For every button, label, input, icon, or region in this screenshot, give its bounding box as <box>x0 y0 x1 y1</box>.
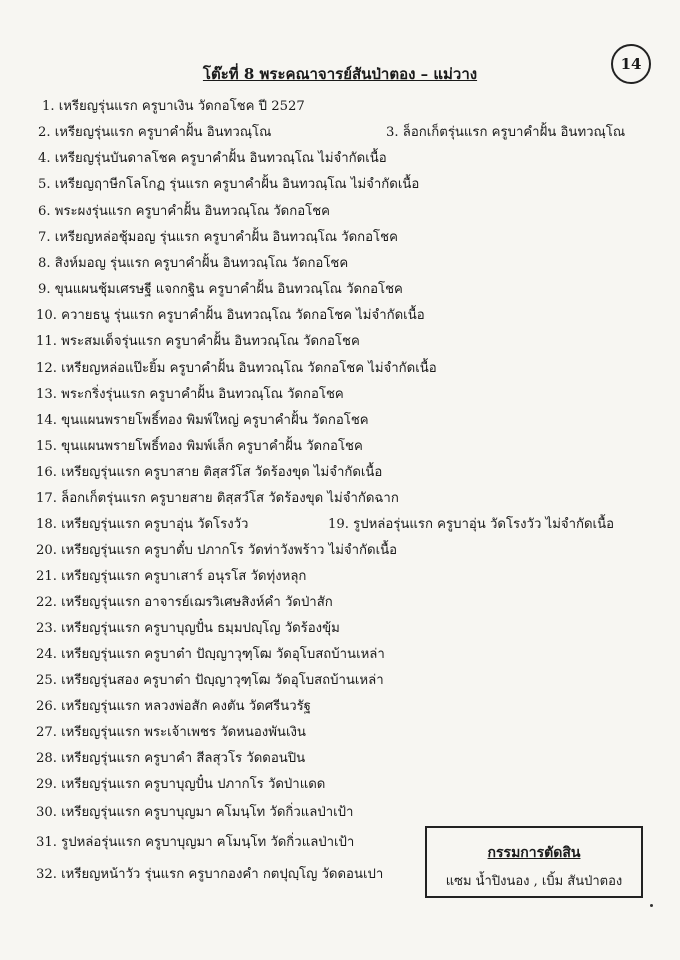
list-item: 27. เหรียญรุ่นแรก พระเจ้าเพชร วัดหนองพันเงิน <box>36 725 306 740</box>
list-item: 21. เหรียญรุ่นแรก ครูบาเสาร์ อนุรโส วัดทุ่งหลุก <box>36 569 307 584</box>
list-item: 20. เหรียญรุ่นแรก ครูบาตั๋บ ปภากโร วัดท่าวังพร้าว ไม่จำกัดเนื้อ <box>36 543 398 558</box>
list-item: 14. ขุนแผนพรายโพธิ์ทอง พิมพ์ใหญ่ ครูบาคำฝั้น วัดกอโชค <box>36 413 369 428</box>
list-item: 28. เหรียญรุ่นแรก ครูบาคำ สีลสุวโร วัดดอนปิน <box>36 751 306 766</box>
list-item: 7. เหรียญหล่อชุ้มอญ รุ่นแรก ครูบาคำฝั้น อินทวณฺโณ วัดกอโชค <box>38 230 398 245</box>
list-item: 11. พระสมเด็จรุ่นแรก ครูบาคำฝั้น อินทวณฺโณ วัดกอโชค <box>36 334 360 349</box>
list-item: 25. เหรียญรุ่นสอง ครูบาต๋า ปัญฺญาวุฑฺโฒ วัดอุโบสถบ้านเหล่า <box>36 673 384 688</box>
list-item: 22. เหรียญรุ่นแรก อาจารย์เฌรวิเศษสิงห์คำ วัดป่าสัก <box>36 595 333 610</box>
list-item: 1. เหรียญรุ่นแรก ครูบาเงิน วัดกอโชค ปี 2527 <box>42 99 305 114</box>
list-item: 29. เหรียญรุ่นแรก ครูบาบุญปั๋น ปภากโร วัดป่าแดด <box>36 777 326 792</box>
list-item: 12. เหรียญหล่อแป๊ะยิ้ม ครูบาคำฝั้น อินทวณฺโณ วัดกอโชค ไม่จำกัดเนื้อ <box>36 361 437 376</box>
page-title: โต๊ะที่ 8 พระคณาจารย์สันป่าตอง – แม่วาง <box>202 65 478 83</box>
page-mark <box>650 904 653 907</box>
list-item: 32. เหรียญหน้าวัว รุ่นแรก ครูบากองคำ กตปุญฺโญ วัดดอนเปา <box>36 867 384 882</box>
list-item: 30. เหรียญรุ่นแรก ครูบาบุญมา ฅโมนฺโท วัดกิ่วแลป่าเป้า <box>36 805 354 820</box>
judges-title: กรรมการตัดสิน <box>487 845 581 861</box>
list-item: 31. รูปหล่อรุ่นแรก ครูบาบุญมา ฅโมนฺโท วัดกิ่วแลป่าเป้า <box>36 835 355 850</box>
list-item: 8. สิงห์มอญ รุ่นแรก ครูบาคำฝั้น อินทวณฺโณ วัดกอโชค <box>38 256 349 271</box>
list-item: 18. เหรียญรุ่นแรก ครูบาอุ่น วัดโรงวัว <box>36 517 249 532</box>
list-item: 3. ล็อกเก็ตรุ่นแรก ครูบาคำฝั้น อินทวณฺโณ <box>386 125 626 140</box>
list-item: 24. เหรียญรุ่นแรก ครูบาต๋า ปัญฺญาวุฑฺโฒ วัดอุโบสถบ้านเหล่า <box>36 647 385 662</box>
list-item: 2. เหรียญรุ่นแรก ครูบาคำฝั้น อินทวณฺโณ <box>38 125 272 140</box>
list-item: 13. พระกริ่งรุ่นแรก ครูบาคำฝั้น อินทวณฺโณ วัดกอโชค <box>36 387 344 402</box>
page-number-badge: 14 <box>611 44 651 84</box>
judges-box <box>425 826 643 898</box>
list-item: 4. เหรียญรุ่นบันดาลโชค ครูบาคำฝั้น อินทวณฺโณ ไม่จำกัดเนื้อ <box>38 151 387 166</box>
judges-names: แซม น้ำปิงนอง , เบิ้ม สันป่าตอง <box>445 874 623 889</box>
list-item: 10. ควายธนู รุ่นแรก ครูบาคำฝั้น อินทวณฺโณ วัดกอโชค ไม่จำกัดเนื้อ <box>36 308 425 323</box>
list-item: 16. เหรียญรุ่นแรก ครูบาสาย ติสฺสวํโส วัดร้องขุด ไม่จำกัดเนื้อ <box>36 465 383 480</box>
list-item: 19. รูปหล่อรุ่นแรก ครูบาอุ่น วัดโรงวัว ไม่จำกัดเนื้อ <box>328 517 615 532</box>
list-item: 9. ขุนแผนชุ้มเศรษฐี แจกกฐิน ครูบาคำฝั้น อินทวณฺโณ วัดกอโชค <box>38 282 403 297</box>
list-item: 15. ขุนแผนพรายโพธิ์ทอง พิมพ์เล็ก ครูบาคำฝั้น วัดกอโชค <box>36 439 363 454</box>
list-item: 26. เหรียญรุ่นแรก หลวงพ่อสัก คงตัน วัดศรีนวรัฐ <box>36 699 311 714</box>
list-item: 5. เหรียญฤาษีกโลโกฏ รุ่นแรก ครูบาคำฝั้น อินทวณฺโณ ไม่จำกัดเนื้อ <box>38 177 420 192</box>
list-item: 17. ล็อกเก็ตรุ่นแรก ครูบายสาย ติสฺสวํโส วัดร้องขุด ไม่จำกัดฉาก <box>36 491 399 506</box>
list-item: 6. พระผงรุ่นแรก ครูบาคำฝั้น อินทวณฺโณ วัดกอโชค <box>38 204 331 219</box>
list-item: 23. เหรียญรุ่นแรก ครูบาบุญปั๋น ธมฺมปญฺโญ วัดร้องขุ้ม <box>36 621 340 636</box>
